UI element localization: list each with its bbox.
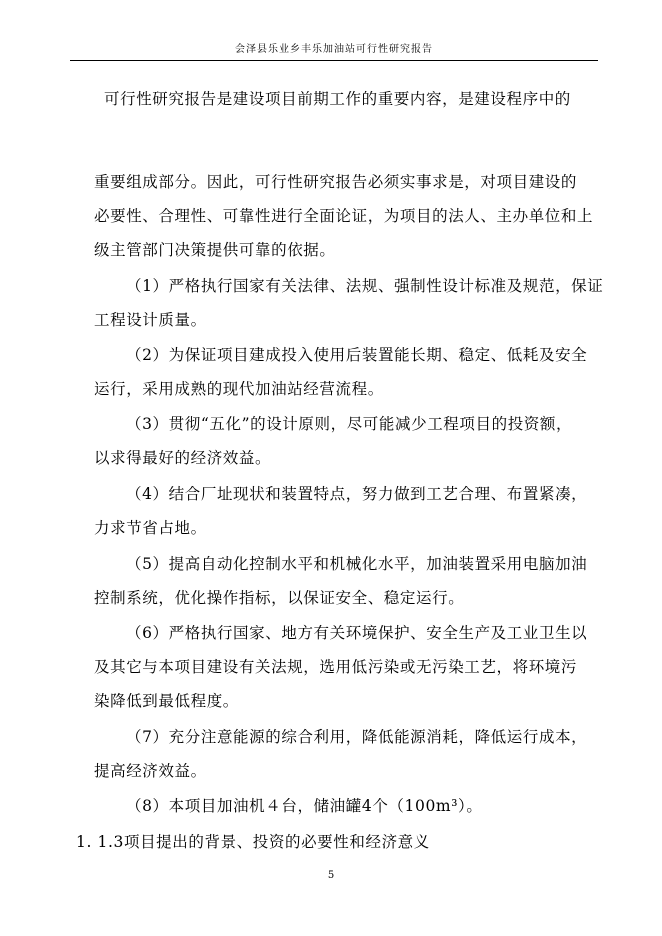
item1-line-1: （1）严格执行国家有关法律、法规、强制性设计标准及规范，保证: [126, 277, 604, 295]
section-heading: 1. 1.3项目提出的背景、投资的必要性和经济意义: [76, 833, 430, 851]
intro-line-4: 级主管部门决策提供可靠的依据。: [94, 241, 336, 259]
item4-line-1: （4）结合厂址现状和装置特点，努力做到工艺合理、布置紧凑，: [126, 485, 588, 503]
intro-line-1: 可行性研究报告是建设项目前期工作的重要内容，是建设程序中的: [104, 90, 571, 108]
item2-line-1: （2）为保证项目建成投入使用后装置能长期、稳定、低耗及安全: [126, 346, 588, 364]
item7-line-1: （7）充分注意能源的综合利用，降低能源消耗，降低运行成本，: [126, 728, 588, 746]
item7-line-2: 提高经济效益。: [94, 762, 207, 780]
intro-line-2: 重要组成部分。因此，可行性研究报告必须实事求是，对项目建设的: [94, 173, 578, 191]
page-header: 会泽县乐业乡丰乐加油站可行性研究报告: [70, 40, 598, 61]
item5-line-2: 控制系统，优化操作指标，以保证安全、稳定运行。: [94, 589, 465, 607]
item8-line-1: （8）本项目加油机４台，储油罐4个（100m³）。: [126, 797, 483, 815]
item3-line-1: （3）贯彻“五化”的设计原则，尽可能减少工程项目的投资额，: [126, 415, 573, 433]
item6-line-3: 染降低到最低程度。: [94, 692, 239, 710]
intro-line-3: 必要性、合理性、可靠性进行全面论证，为项目的法人、主办单位和上: [94, 207, 594, 225]
item2-line-2: 运行，采用成熟的现代加油站经营流程。: [94, 380, 384, 398]
item1-line-2: 工程设计质量。: [94, 311, 207, 329]
item4-line-2: 力求节省占地。: [94, 519, 207, 537]
item3-line-2: 以求得最好的经济效益。: [94, 449, 272, 467]
page-number: 5: [327, 870, 335, 881]
item5-line-1: （5）提高自动化控制水平和机械化水平，加油装置采用电脑加油: [126, 555, 588, 573]
item6-line-2: 及其它与本项目建设有关法规，选用低污染或无污染工艺，将环境污: [94, 658, 578, 676]
item6-line-1: （6）严格执行国家、地方有关环境保护、安全生产及工业卫生以: [126, 624, 588, 642]
